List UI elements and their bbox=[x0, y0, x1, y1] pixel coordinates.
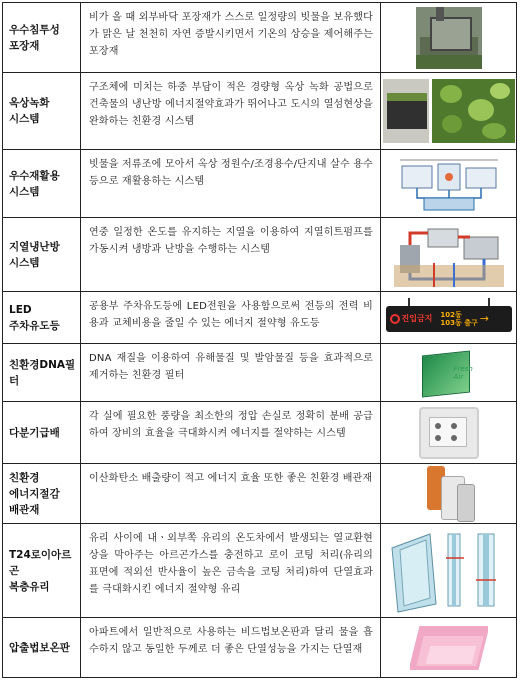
geothermal-diagram bbox=[394, 223, 504, 287]
table-row bbox=[3, 344, 516, 402]
fresh-air-label: Fresh Air bbox=[453, 364, 473, 381]
row-title: 옥상녹화 시스템 bbox=[3, 73, 81, 149]
table-row bbox=[3, 218, 516, 292]
no-entry-icon bbox=[390, 314, 400, 324]
row-title: 우수재활용 시스템 bbox=[3, 150, 81, 217]
row-title: 지열냉난방 시스템 bbox=[3, 218, 81, 291]
dna-filter-photo bbox=[414, 349, 484, 397]
row-description: 이산화탄소 배출량이 적고 에너지 효율 또한 좋은 친환경 배관재 bbox=[81, 464, 381, 523]
row-title: T24로이아르곤 복층유리 bbox=[3, 524, 81, 617]
row-description: 연중 일정한 온도를 유지하는 지열을 이용하여 지열히트펌프를 가동시켜 냉방과 난방을 수행하는 시스템 bbox=[81, 218, 381, 291]
permeable-paving-photo bbox=[416, 7, 482, 69]
table-row bbox=[3, 3, 516, 73]
row-title: 압출법보온판 bbox=[3, 618, 81, 677]
led-parking-sign-photo bbox=[386, 298, 512, 338]
table-row bbox=[3, 150, 516, 218]
table-row bbox=[3, 524, 516, 618]
row-description: DNA 재질을 이용하여 유해물질 및 발암물질 등을 효과적으로 제거하는 친환경 필터 bbox=[81, 344, 381, 401]
extruded-insulation-photo bbox=[410, 622, 488, 674]
sign-exit-label: 102동 103동 출구 bbox=[440, 310, 478, 327]
table-row bbox=[3, 464, 516, 524]
rooftop-greening-photo bbox=[383, 79, 515, 143]
row-title: 다분기급배 bbox=[3, 402, 81, 463]
row-title: 친환경DNA필터 bbox=[3, 344, 81, 401]
eco-pipe-photo bbox=[421, 466, 477, 522]
row-description: 유리 사이에 내ㆍ외부쪽 유리의 온도차에서 발생되는 열교환현상을 막아주는 아르곤가스를 충전하고 로이 코팅 처리(유리의 표면에 적외선 반사율이 높은 금속을 코팅 처리)하여 단열효과를 극대화시킨 에너지 절약형 유리 bbox=[81, 524, 381, 617]
row-title: 친환경 에너지절감 배관재 bbox=[3, 464, 81, 523]
multi-branch-diffuser-photo bbox=[419, 407, 479, 459]
row-description: 아파트에서 일반적으로 사용하는 비드법보온판과 달리 물을 흡수하지 않고 동일한 두께로 더 좋은 단열성능을 가지는 단열재 bbox=[81, 618, 381, 677]
row-title: LED 주차유도등 bbox=[3, 292, 81, 343]
row-description: 빗물을 저류조에 모아서 옥상 정원수/조경용수/단지내 살수 용수 등으로 재활용하는 시스템 bbox=[81, 150, 381, 217]
table-row bbox=[3, 292, 516, 344]
row-description: 구조체에 미치는 하중 부담이 적은 경량형 옥상 녹화 공법으로 건축물의 냉난방 에너지절약효과가 뛰어나고 도시의 열섬현상을 완화하는 친환경 시스템 bbox=[81, 73, 381, 149]
row-title: 우수침투성 포장재 bbox=[3, 3, 81, 72]
row-description: 각 실에 필요한 풍량을 최소한의 정압 손실로 정확히 분배 공급하여 장비의 효율을 극대화시켜 에너지를 절약하는 시스템 bbox=[81, 402, 381, 463]
low-e-glass-diagram bbox=[386, 528, 512, 614]
rainwater-system-diagram bbox=[394, 154, 504, 214]
table-row bbox=[3, 618, 516, 677]
row-description: 공용부 주차유도등에 LED전원을 사용함으로써 전등의 전력 비용과 교체비용을 줄일 수 있는 에너지 절약형 유도등 bbox=[81, 292, 381, 343]
row-description: 비가 올 때 외부바닥 포장재가 스스로 일정량의 빗물을 보유했다가 맑은 날 천천히 자연 증발시키면서 기온의 상승을 제어해주는 포장재 bbox=[81, 3, 381, 72]
table-row bbox=[3, 402, 516, 464]
eco-technology-table bbox=[2, 2, 517, 678]
table-row bbox=[3, 73, 516, 150]
arrow-right-icon: → bbox=[479, 312, 489, 325]
sign-no-entry-label: 진입금지 bbox=[401, 314, 433, 323]
